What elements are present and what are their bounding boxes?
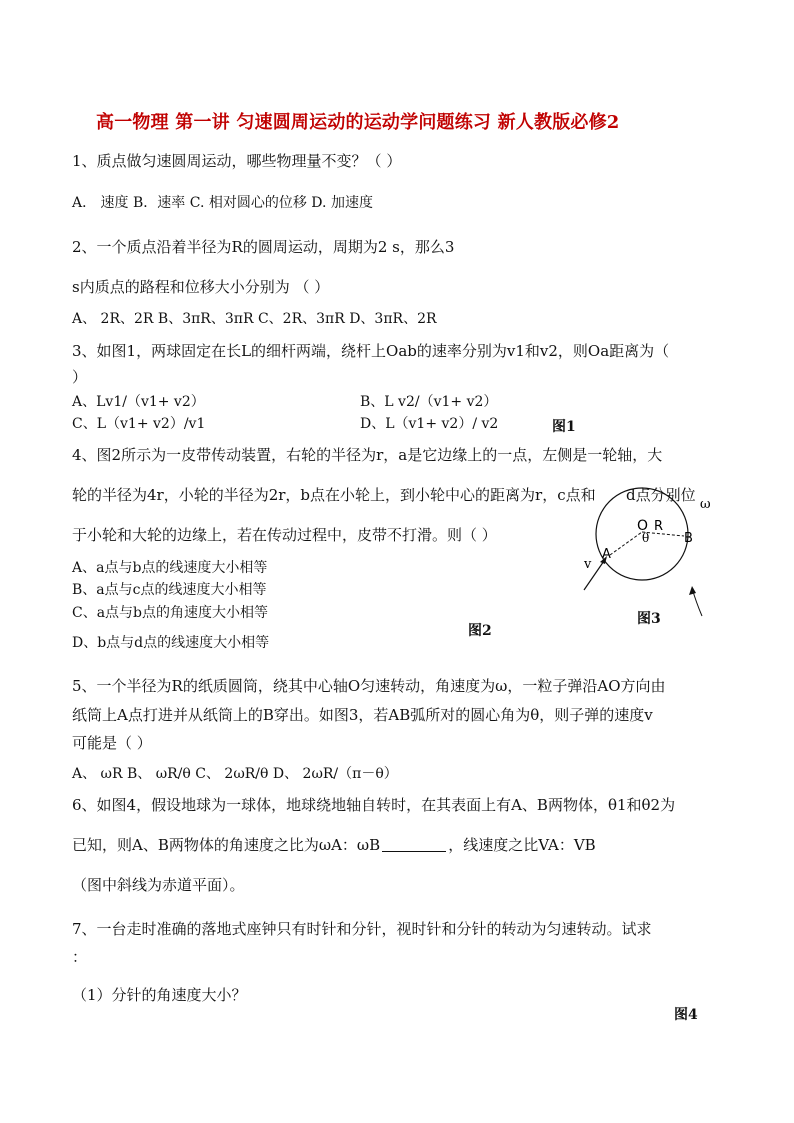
- rotation-arrow-head: [689, 586, 696, 595]
- q4-option-a: A、a点与b点的线速度大小相等: [72, 560, 268, 576]
- q7-line1: 7、一台走时准确的落地式座钟只有时针和分针，视时针和分针的转动为匀速转动。试求: [72, 920, 652, 938]
- q2-options: A、 2R、2R B、3πR、3πR C、2R、3πR D、3πR、2R: [72, 311, 437, 327]
- figure2-label: 图2: [468, 623, 492, 639]
- q5-options: A、 ωR B、 ωR/θ C、 2ωR/θ D、 2ωR/（π－θ）: [72, 766, 398, 782]
- q4-option-b: B、a点与c点的线速度大小相等: [72, 582, 267, 598]
- figure3-diagram: [580, 478, 730, 628]
- q6-answer-blank[interactable]: [382, 837, 446, 852]
- q6-line1: 6、如图4，假设地球为一球体，地球绕地轴自转时，在其表面上有A、B两物体，θ1和θ2为: [72, 796, 676, 814]
- q5-line1: 5、一个半径为R的纸质圆筒，绕其中心轴O匀速转动，角速度为ω，一粒子弹沿AO方向由: [72, 677, 666, 695]
- label-omega: ω: [700, 497, 711, 512]
- q7-line2: ：: [72, 948, 88, 966]
- page-title: 高一物理 第一讲 匀速圆周运动的运动学问题练习 新人教版必修2: [96, 112, 620, 133]
- q4-line1: 4、图2所示为一皮带传动装置，右轮的半径为r，a是它边缘上的一点，左侧是一轮轴，大: [72, 446, 663, 464]
- q3-line1: 3、如图1，两球固定在长L的细杆两端，绕杆上Oab的速率分别为v1和v2，则Oa距离为（: [72, 342, 670, 360]
- label-v: v: [584, 557, 592, 572]
- q3-option-c: C、L（v1+ v2）/v1: [72, 416, 206, 432]
- label-b: B: [684, 531, 693, 546]
- q6-line3: （图中斜线为赤道平面）。: [72, 876, 245, 894]
- label-a: A: [602, 547, 611, 562]
- figure1-label: 图1: [552, 419, 576, 435]
- q4-option-d: D、b点与d点的线速度大小相等: [72, 635, 270, 651]
- label-r: R: [654, 519, 664, 534]
- q2-line2: s内质点的路程和位移大小分别为 （ ）: [72, 278, 330, 296]
- label-theta: θ: [642, 531, 650, 545]
- radius-oa-line: [610, 532, 642, 555]
- figure3-label: 图3: [637, 611, 661, 627]
- q3-line2: ）: [72, 368, 88, 386]
- q1-stem: 1、质点做匀速圆周运动，哪些物理量不变？（ ）: [72, 152, 402, 170]
- q4-line2a: 轮的半径为4r，小轮的半径为2r，b点在小轮上，到小轮中心的距离为r，c点和: [72, 486, 596, 504]
- q4-line2b: d点分别位: [626, 486, 696, 504]
- q2-line1: 2、一个质点沿着半径为R的圆周运动，周期为2 s，那么3: [72, 238, 455, 256]
- q3-option-b: B、L v2/（v1+ v2）: [360, 394, 498, 410]
- q5-line2: 纸筒上A点打进并从纸筒上的B穿出。如图3，若AB弧所对的圆心角为θ，则子弹的速度v: [72, 706, 653, 724]
- q6-line2: [72, 834, 596, 856]
- label-o: O: [637, 518, 649, 534]
- q4-option-c: C、a点与b点的角速度大小相等: [72, 605, 269, 621]
- q7-line3: （1）分针的角速度大小？: [72, 986, 247, 1004]
- q6-line2-b: ，线速度之比VA：VB: [448, 836, 596, 854]
- q3-option-d: D、L（v1+ v2）/ v2: [360, 416, 499, 432]
- q5-line3: 可能是（ ）: [72, 734, 152, 752]
- figure4-label: 图4: [674, 1007, 698, 1023]
- q3-option-a: A、Lv1/（v1+ v2）: [72, 394, 205, 410]
- q1-options: A． 速度 B．速率 C. 相对圆心的位移 D. 加速度: [72, 195, 373, 211]
- q4-line3: 于小轮和大轮的边缘上，若在传动过程中，皮带不打滑。则（ ）: [72, 526, 497, 544]
- q6-line2-a: 已知，则A、B两物体的角速度之比为ωA：ωB: [72, 836, 381, 854]
